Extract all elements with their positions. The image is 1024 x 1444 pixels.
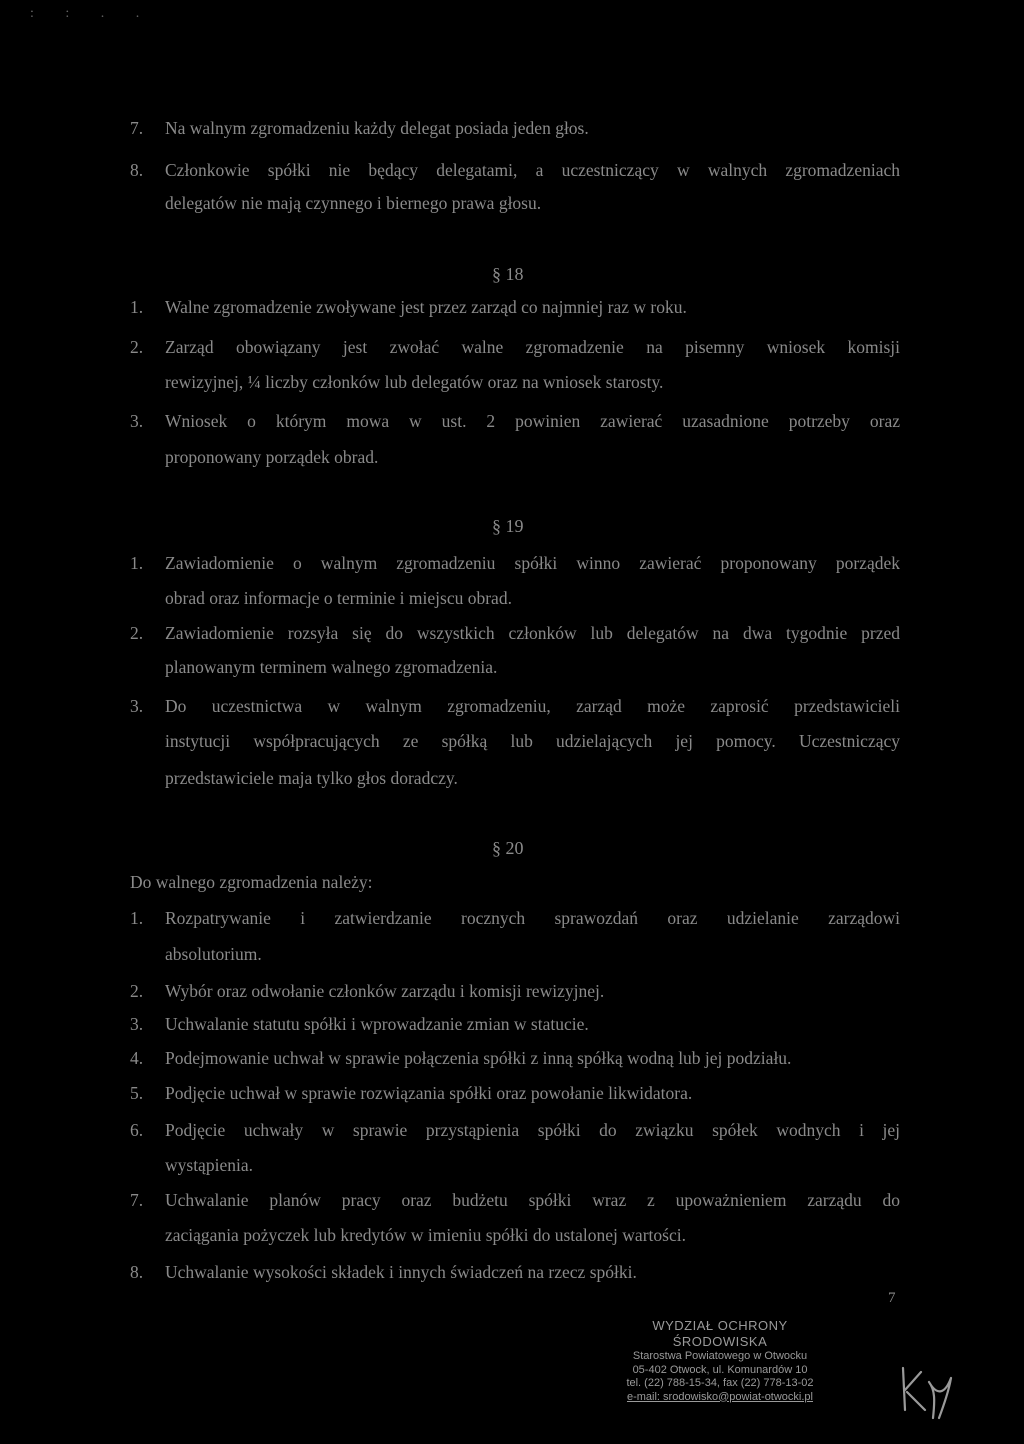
item-text-line: Zawiadomienie rozsyła się do wszystkich członków lub delegatów na dwa tygodnie przed <box>165 623 900 643</box>
item-text-line: delegatów nie mają czynnego i biernego prawa głosu. <box>165 193 542 213</box>
item-text-line: Podjęcie uchwał w sprawie rozwiązania spółki oraz powołanie likwidatora. <box>165 1083 693 1103</box>
item-text-line: Rozpatrywanie i zatwierdzanie rocznych sprawozdań oraz udzielanie zarządowi <box>165 908 900 928</box>
item-text-line: Wybór oraz odwołanie członków zarządu i komisji rewizyjnej. <box>165 981 605 1001</box>
item-text-line: Zarząd obowiązany jest zwołać walne zgromadzenie na pisemny wniosek komisji <box>165 337 900 357</box>
item-number: 3. <box>130 696 144 716</box>
item-number: 5. <box>130 1083 144 1103</box>
item-text-line: Do uczestnictwa w walnym zgromadzeniu, zarząd może zaprosić przedstawicieli <box>165 696 900 716</box>
section-heading: § 19 <box>492 516 524 536</box>
item-number: 2. <box>130 337 144 357</box>
header-marks: : : . . <box>30 6 154 21</box>
item-text-line: zaciągania pożyczek lub kredytów w imieniu spółki do ustalonej wartości. <box>165 1225 686 1245</box>
section-intro: Do walnego zgromadzenia należy: <box>130 872 373 892</box>
item-text-line: obrad oraz informacje o terminie i miejscu obrad. <box>165 588 512 608</box>
item-number: 3. <box>130 1014 144 1034</box>
item-text-line: Uchwalanie wysokości składek i innych świadczeń na rzecz spółki. <box>165 1262 637 1282</box>
item-text-line: Wniosek o którym mowa w ust. 2 powinien zawierać uzasadnione potrzeby oraz <box>165 411 900 431</box>
item-text-line: Członkowie spółki nie będący delegatami, a uczestniczący w walnych zgromadzeniach <box>165 160 900 180</box>
item-number: 2. <box>130 623 144 643</box>
item-number: 6. <box>130 1120 144 1140</box>
office-stamp <box>590 1318 850 1404</box>
item-number: 3. <box>130 411 144 431</box>
stamp-line-2: ŚRODOWISKA <box>672 1334 768 1349</box>
item-number: 7. <box>130 118 144 138</box>
stamp-line-5: tel. (22) 788-15-34, fax (22) 778-13-02 <box>626 1377 814 1389</box>
item-text-line: rewizyjnej, ¼ liczby członków lub delegatów oraz na wniosek starosty. <box>165 372 664 392</box>
item-number: 8. <box>130 1262 144 1282</box>
item-number: 1. <box>130 297 144 317</box>
stamp-line-1: WYDZIAŁ OCHRONY <box>652 1318 788 1333</box>
section-heading: § 20 <box>492 838 524 858</box>
item-text-line: Na walnym zgromadzeniu każdy delegat posiada jeden głos. <box>165 118 589 138</box>
item-text-line: instytucji współpracujących ze spółką lub udzielających jej pomocy. Uczestniczący <box>165 731 900 751</box>
item-number: 8. <box>130 160 144 180</box>
item-text-line: absolutorium. <box>165 944 262 964</box>
stamp-line-4: 05-402 Otwock, ul. Komunardów 10 <box>632 1363 808 1376</box>
item-number: 4. <box>130 1048 144 1068</box>
item-text-line: Zawiadomienie o walnym zgromadzeniu spółki winno zawierać proponowany porządek <box>165 553 900 573</box>
item-number: 2. <box>130 981 144 1001</box>
item-number: 7. <box>130 1190 144 1210</box>
item-number: 1. <box>130 908 144 928</box>
item-text-line: wystąpienia. <box>165 1155 253 1175</box>
item-text-line: planowanym terminem walnego zgromadzenia. <box>165 657 498 677</box>
item-text-line: Podejmowanie uchwał w sprawie połączenia spółki z inną spółką wodną lub jej podziału. <box>165 1048 792 1068</box>
item-text-line: przedstawiciele maja tylko głos doradczy. <box>165 768 458 788</box>
page-number: 7 <box>888 1290 896 1306</box>
section-heading: § 18 <box>492 264 524 284</box>
item-text-line: Podjęcie uchwały w sprawie przystąpienia spółki do związku spółek wodnych i jej <box>165 1120 900 1140</box>
item-text-line: proponowany porządek obrad. <box>165 447 379 467</box>
item-number: 1. <box>130 553 144 573</box>
signature-image <box>895 1360 965 1420</box>
item-text-line: Uchwalanie statutu spółki i wprowadzanie zmian w statucie. <box>165 1014 589 1034</box>
item-text-line: Walne zgromadzenie zwoływane jest przez zarząd co najmniej raz w roku. <box>165 297 687 317</box>
item-text-line: Uchwalanie planów pracy oraz budżetu spółki wraz z upoważnieniem zarządu do <box>165 1190 900 1210</box>
stamp-line-6: e-mail: srodowisko@powiat-otwocki.pl <box>626 1390 813 1403</box>
stamp-line-3: Starostwa Powiatowego w Otwocku <box>632 1350 808 1362</box>
